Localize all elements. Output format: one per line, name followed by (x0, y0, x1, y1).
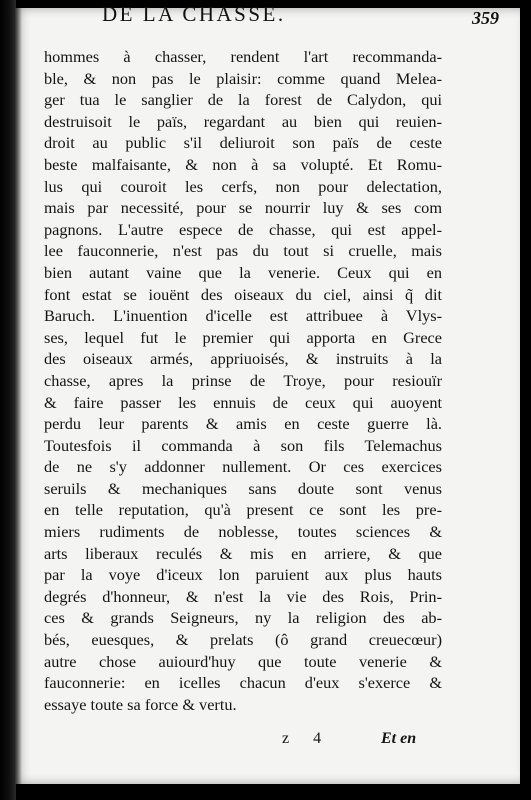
text-line: fauconnerie: en icelles chacun d'eux s'exerce & (44, 673, 442, 693)
text-line: ger tua le sanglier de la forest de Calydon, qui (44, 90, 442, 110)
book-page (14, 2, 520, 784)
text-line: Toutesfois il commanda à son fils Telemachus (44, 435, 442, 455)
text-line: essaye toute sa force & vertu. (44, 694, 237, 714)
text-line: lus qui couroit les cerfs, non pour delectation, (44, 176, 442, 196)
text-line: Baruch. L'inuention d'icelle est attribuee à Vlys- (44, 306, 442, 326)
text-line: & faire passer les ennuis de ceux qui auoyent (44, 392, 442, 412)
text-line: droit au public s'il deliuroit son païs de ceste (44, 133, 442, 153)
text-line: mais par necessité, pour se nourrir luy & ses com (44, 198, 442, 218)
text-line: beste malfaisante, & non à sa volupté. Et Romu- (44, 154, 442, 174)
text-block (44, 46, 442, 715)
catchword: Et en (381, 730, 417, 747)
text-line: en telle reputation, qu'à present ce sont les pre- (44, 500, 442, 520)
signature-mark: z 4 (282, 730, 332, 747)
text-line: pagnons. L'autre espece de chasse, qui est appel- (44, 219, 442, 239)
text-line: par la voye d'iceux lon paruient aux plus hauts (44, 565, 442, 585)
text-line: destruisoit le païs, regardant au bien qui reuien- (44, 111, 442, 131)
text-line: hommes à chasser, rendent l'art recommanda- (44, 47, 442, 66)
text-line: lee fauconnerie, n'est pas du tout si cruelle, mais (44, 241, 442, 261)
text-line: ces & grands Seigneurs, ny la religion des ab- (44, 608, 442, 628)
text-line: arts liberaux reculés & mis en arriere, & que (44, 543, 442, 563)
text-line: miers rudiments de noblesse, toutes sciences & (44, 522, 442, 542)
text-line: de ne s'y addonner nullement. Or ces exercices (44, 457, 442, 477)
text-line: des oiseaux armés, appriuoisés, & instruits à la (44, 349, 442, 369)
text-line: ble, & non pas le plaisir: comme quand Melea- (44, 68, 442, 88)
text-line: autre chose auiourd'huy que toute venerie & (44, 651, 442, 671)
page-number: 359 (472, 8, 499, 28)
text-line: degrés d'honneur, & n'est la vie des Rois, Prin- (44, 586, 442, 606)
page-gutter-shadow (14, 8, 22, 784)
text-line: ses, lequel fut le premier qui apporta en Grece (44, 327, 442, 347)
text-line: bés, euesques, & prelats (ô grand creuecœur) (44, 630, 442, 650)
text-line: perdu leur parents & amis en ceste guerre là. (44, 414, 442, 434)
running-head: DE LA CHASSE. (102, 2, 286, 26)
text-line: seruils & mechaniques sans doute sont venus (44, 478, 442, 498)
text-line: chasse, apres la prinse de Troye, pour resiouïr (44, 370, 442, 390)
text-line: font estat se iouënt des oiseaux du ciel, ainsi q̃ dit (44, 284, 442, 304)
text-line: bien autant vaine que la venerie. Ceux qui en (44, 262, 442, 282)
